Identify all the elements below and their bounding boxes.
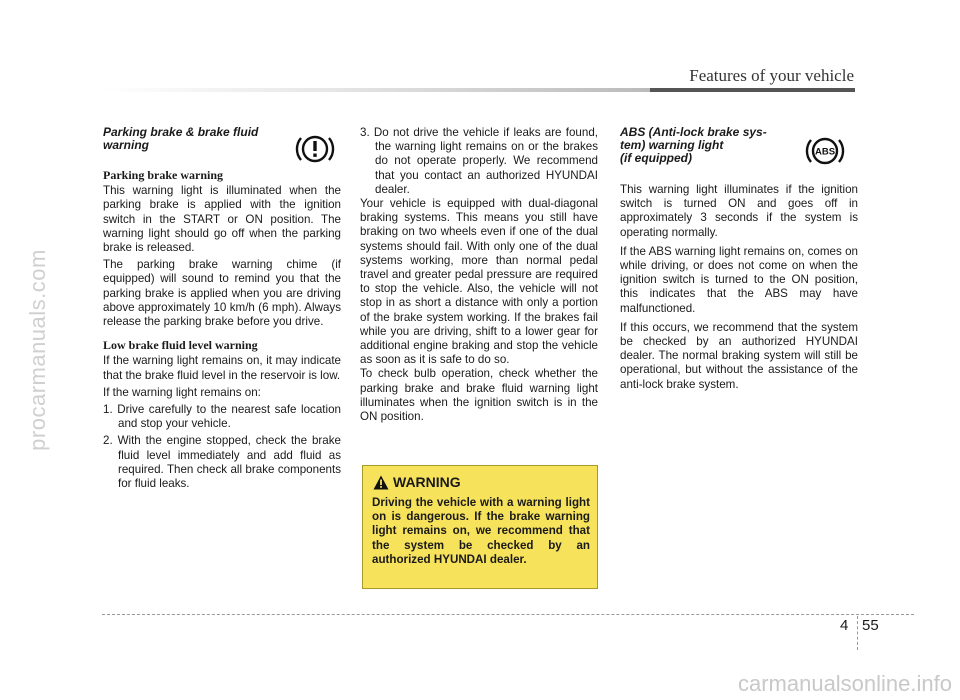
page-number-divider	[857, 616, 858, 650]
abs-paragraph-2: If the ABS warning light remains on, comes on while driving, or does not come on when the ignition switch is turned to the ON position, this indicates that the ABS may have malfunctioned.	[620, 244, 858, 315]
brake-fluid-paragraph-1: If the warning light remains on, it may indicate that the brake fluid level in the reservoir is low.	[103, 354, 341, 382]
parking-brake-subheading: Parking brake warning	[103, 168, 224, 182]
exclamation-warning-icon	[295, 131, 335, 167]
middle-column	[360, 126, 598, 427]
list-item-2: 2. With the engine stopped, check the brake fluid level immediately and add fluid as required. Then check all brake components for fluid leaks.	[103, 434, 341, 491]
section-title: Features of your vehicle	[689, 66, 854, 85]
abs-paragraph-3: If this occurs, we recommend that the system be checked by an authorized HYUNDAI dealer. The normal braking system will still be operational, but without the assistance of the anti-lock brake system.	[620, 320, 858, 391]
abs-paragraph-1: This warning light illuminates if the ignition switch is turned ON and goes off in approximately 3 seconds if the system is operating normally.	[620, 183, 858, 239]
dual-system-paragraph: Your vehicle is equipped with dual-diagonal braking systems. This means you still have braking on two wheels even if one of the dual systems should fail. With only one of the dual systems working, more than normal pedal travel and greater pedal pressure are required to stop the vehicle. Also, the vehicle will not stop in as short a distance with only a portion of the brake system working. If the brakes fail while you are driving, shift to a lower gear for additional engine braking and stop the vehicle as soon as it is safe to do so.	[360, 197, 598, 367]
warning-box	[362, 465, 598, 589]
list-item-1: 1. Drive carefully to the nearest safe location and stop your vehicle.	[103, 403, 341, 431]
list-item-3: 3. Do not drive the vehicle if leaks are found, the warning light remains on or the brakes do not operate properly. We recommend that you contact an authorized HYUNDAI dealer.	[360, 126, 598, 196]
abs-heading-line3: (if equipped)	[620, 151, 692, 165]
warning-header	[373, 474, 461, 490]
chapter-number: 4	[840, 617, 849, 634]
parking-brake-paragraph-2: The parking brake warning chime (if equipped) will sound to remind you that the parking brake is applied when you are driving above approximately 10 km/h (6 mph). Always release the parking brake before you drive.	[103, 258, 341, 329]
side-watermark-text: procarmanuals.com	[25, 249, 50, 451]
parking-brake-paragraph-1: This warning light is illuminated when the parking brake is applied with the ignition switch in the START or ON position. The warning light should go off when the parking brake is released.	[103, 184, 341, 255]
parking-brake-heading-line2: warning	[103, 138, 150, 152]
footer-rule	[102, 614, 914, 615]
header-rule-dark	[650, 88, 855, 92]
warning-title: WARNING	[393, 474, 461, 490]
page-number: 55	[862, 617, 879, 634]
left-column	[103, 126, 341, 494]
side-watermark	[18, 150, 58, 550]
brake-fluid-paragraph-2: If the warning light remains on:	[103, 385, 261, 399]
warning-text: Driving the vehicle with a warning light on is dangerous. If the brake warning light remains on, we recommend that the system be checked by an authorized HYUNDAI dealer.	[372, 496, 590, 566]
abs-icon-label: ABS	[814, 146, 836, 158]
abs-heading-line1: ABS (Anti-lock brake sys-	[620, 125, 767, 139]
parking-brake-heading-line1: Parking brake & brake fluid	[103, 125, 259, 139]
abs-heading-line2: tem) warning light	[620, 138, 724, 152]
abs-icon	[805, 133, 845, 169]
warning-triangle-icon	[373, 475, 389, 490]
brake-fluid-subheading: Low brake fluid level warning	[103, 338, 258, 353]
bulb-check-paragraph: To check bulb operation, check whether the parking brake and brake fluid warning light illuminates when the ignition switch is in the ON position.	[360, 367, 598, 424]
bottom-watermark: carmanualsonline.info	[737, 671, 952, 696]
